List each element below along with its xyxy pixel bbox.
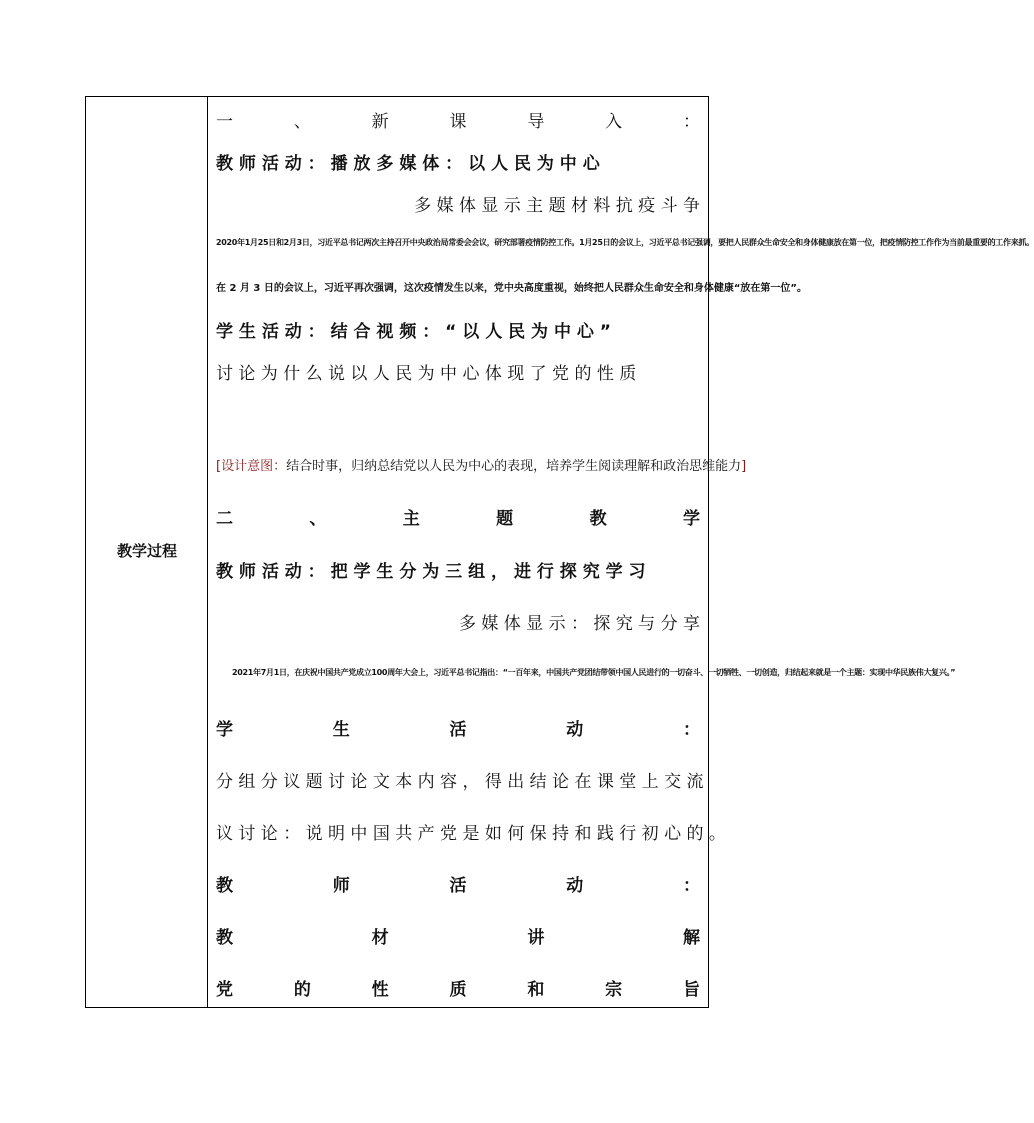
heading-char: ： — [682, 112, 700, 132]
discussion-explain-line: 议 讨 论 ： 说 明 中 国 共 产 党 是 如 何 保 持 和 践 行 初 心 的 。 — [216, 824, 726, 844]
heading-char: 、 — [293, 112, 311, 132]
section-label: 教学过程 — [116, 542, 177, 560]
label-column — [86, 97, 208, 1007]
material-text-1: 2020年1月25日和2月3日，习近平总书记两次主持召开中央政治局常委会会议，研究部署疫情防控工作。1月25日的会议上，习近平总书记强调，要把人民群众生命安全和身体健康放在第一位，把疫情防控工作作为当前最重要的工作来抓。 — [216, 238, 1034, 247]
heading-char: 一 — [216, 112, 233, 132]
party-nature-heading: 党 的 性 质 和 宗 旨 — [216, 980, 700, 1000]
design-intent-label: [设计意图： — [216, 459, 287, 474]
material-text-2: 在 2 月 3 日的会议上，习近平再次强调，这次疫情发生以来，党中央高度重视，始终把人民群众生命安全和身体健康“放在第一位”。 — [216, 283, 807, 294]
heading-char: 课 — [449, 112, 467, 132]
student-activity-line: 学 生 活 动 ： 结 合 视 频 ： “ 以 人 民 为 中 心 ” — [216, 322, 611, 342]
design-intent: [设计意图：结合时事，归纳总结党以人民为中心的表现，培养学生阅读理解和政治思维能力] — [216, 459, 747, 474]
teacher-activity-groups: 教 师 活 动 ： 把 学 生 分 为 三 组 ， 进 行 探 究 学 习 — [216, 562, 646, 582]
heading-char: 新 — [371, 112, 389, 132]
multimedia-explore: 多 媒 体 显 示 ： 探 究 与 分 享 — [458, 614, 700, 634]
heading-char: 二 — [216, 509, 233, 529]
heading-char: 学 — [682, 509, 700, 529]
design-intent-text: 结合时事，归纳总结党以人民为中心的表现，培养学生阅读理解和政治思维能力 — [286, 459, 742, 474]
lesson-table — [85, 96, 1034, 1008]
heading-char: 主 — [402, 509, 420, 529]
heading-char: 导 — [527, 112, 545, 132]
heading-theme-teaching — [216, 504, 700, 529]
discussion-line: 讨 论 为 什 么 说 以 人 民 为 中 心 体 现 了 党 的 性 质 — [216, 364, 637, 384]
heading-new-lesson — [216, 107, 700, 132]
content-column — [208, 97, 1034, 1007]
student-activity-heading: 学 生 活 动 ： — [216, 720, 700, 740]
teacher-activity-line: 教 师 活 动 ： 播 放 多 媒 体 ： 以 人 民 为 中 心 — [216, 154, 600, 174]
heading-char: 、 — [309, 509, 327, 529]
textbook-explain-heading: 教 材 讲 解 — [216, 928, 700, 948]
heading-char: 入 — [605, 112, 623, 132]
material-text-3: 2021年7月1日，在庆祝中国共产党成立100周年大会上，习近平总书记指出：“一百年来，中国共产党团结带领中国人民进行的一切奋斗、一切牺牲、一切创造，归结起来就是一个主题：实现中华民族伟大复兴。” — [232, 668, 956, 677]
multimedia-line: 多 媒 体 显 示 主 题 材 料 抗 疫 斗 争 — [414, 196, 700, 216]
heading-char: 题 — [496, 509, 514, 529]
heading-char: 教 — [589, 509, 607, 529]
group-discussion-line: 分 组 分 议 题 讨 论 文 本 内 容 ， 得 出 结 论 在 课 堂 上 交 流 — [216, 772, 704, 792]
teacher-activity-heading: 教 师 活 动 ： — [216, 876, 700, 896]
